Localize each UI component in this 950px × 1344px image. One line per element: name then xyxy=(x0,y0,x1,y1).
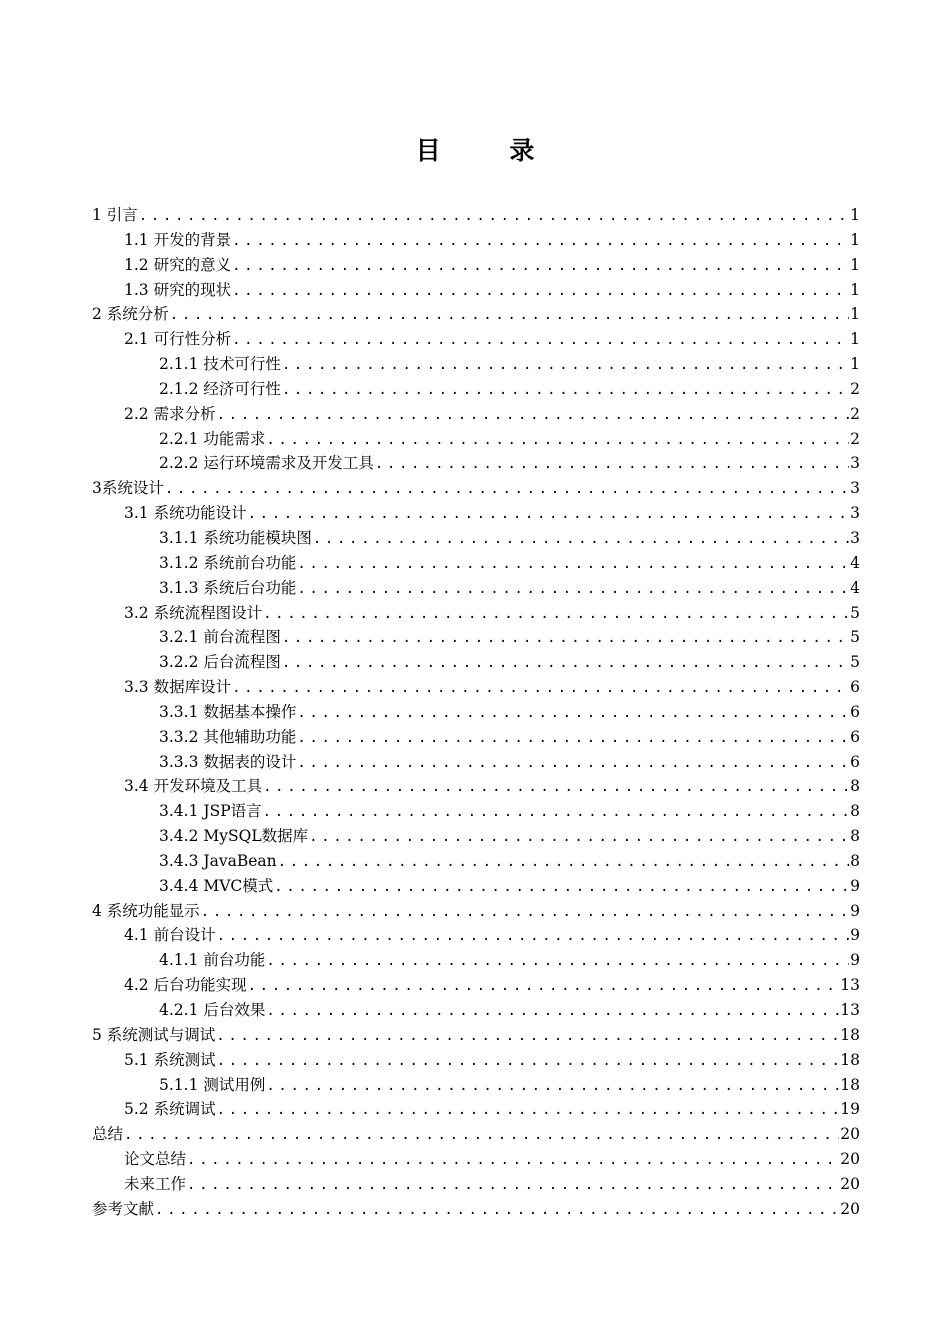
toc-entry-title: 1.3 研究的现状 xyxy=(124,280,232,299)
toc-entry-page-number: 5 xyxy=(850,603,860,622)
toc-entry-page-number: 1 xyxy=(850,355,860,374)
toc-entry[interactable] xyxy=(92,476,860,501)
toc-entry-page-number: 8 xyxy=(850,827,860,846)
toc-dot-leader xyxy=(232,254,849,278)
toc-entry-title: 2 系统分析 xyxy=(92,305,169,324)
toc-dot-leader xyxy=(248,502,850,526)
toc-entry[interactable] xyxy=(92,874,860,899)
toc-dot-leader xyxy=(216,1024,839,1048)
toc-entry-page-number: 5 xyxy=(850,653,860,672)
toc-dot-leader xyxy=(232,676,849,700)
toc-entry-title: 3.3 数据库设计 xyxy=(124,678,232,697)
toc-dot-leader xyxy=(217,1098,840,1122)
toc-entry-title: 2.2.1 功能需求 xyxy=(159,429,266,448)
toc-entry-title: 3.3.3 数据表的设计 xyxy=(159,752,297,771)
toc-entry-page-number: 9 xyxy=(850,951,860,970)
toc-dot-leader xyxy=(266,949,849,973)
toc-entry[interactable] xyxy=(92,1097,860,1122)
toc-entry[interactable] xyxy=(92,526,860,551)
toc-dot-leader xyxy=(309,825,849,849)
toc-entry-title: 1.2 研究的意义 xyxy=(124,255,232,274)
toc-list xyxy=(92,203,860,1222)
toc-entry-title: 3.4.3 JavaBean xyxy=(159,851,277,870)
toc-entry-title: 3.4 开发环境及工具 xyxy=(124,777,263,796)
toc-entry[interactable] xyxy=(92,998,860,1023)
toc-entry-page-number: 20 xyxy=(840,1174,860,1193)
toc-entry-page-number: 1 xyxy=(850,305,860,324)
toc-dot-leader xyxy=(266,1074,839,1098)
toc-entry-page-number: 18 xyxy=(840,1075,860,1094)
toc-entry-title: 2.2.2 运行环境需求及开发工具 xyxy=(159,454,374,473)
toc-entry-title: 3.2.2 后台流程图 xyxy=(159,653,281,672)
toc-entry[interactable] xyxy=(92,799,860,824)
toc-entry[interactable] xyxy=(92,1197,860,1222)
toc-entry-title: 5.2 系统调试 xyxy=(124,1100,216,1119)
toc-entry-title: 3.1.1 系统功能模块图 xyxy=(159,528,312,547)
toc-entry[interactable] xyxy=(92,675,860,700)
toc-entry[interactable] xyxy=(92,1073,860,1098)
toc-entry[interactable] xyxy=(92,302,860,327)
toc-dot-leader xyxy=(297,552,849,576)
toc-entry-title: 2.1.2 经济可行性 xyxy=(159,379,281,398)
toc-dot-leader xyxy=(139,204,849,228)
toc-entry[interactable] xyxy=(92,824,860,849)
toc-entry[interactable] xyxy=(92,551,860,576)
toc-dot-leader xyxy=(297,751,849,775)
toc-dot-leader xyxy=(248,974,840,998)
toc-entry[interactable] xyxy=(92,203,860,228)
toc-entry-page-number: 8 xyxy=(850,802,860,821)
toc-entry-title: 总结 xyxy=(92,1125,124,1144)
toc-dot-leader xyxy=(232,279,849,303)
toc-dot-leader xyxy=(263,602,849,626)
toc-entry-title: 4.2.1 后台效果 xyxy=(159,1001,266,1019)
toc-entry-page-number: 20 xyxy=(840,1150,860,1169)
toc-entry[interactable] xyxy=(92,973,860,998)
toc-dot-leader xyxy=(313,527,849,551)
toc-dot-leader xyxy=(278,850,850,874)
toc-entry-title: 3.2 系统流程图设计 xyxy=(124,603,263,622)
toc-entry[interactable] xyxy=(92,923,860,948)
toc-entry-page-number: 6 xyxy=(850,727,860,746)
toc-dot-leader xyxy=(297,701,849,725)
toc-entry-title: 2.1.1 技术可行性 xyxy=(159,355,281,374)
toc-entry-page-number: 1 xyxy=(850,230,860,249)
toc-entry-page-number: 9 xyxy=(850,901,860,920)
toc-entry-title: 3.1 系统功能设计 xyxy=(124,504,247,523)
toc-entry-page-number: 8 xyxy=(850,777,860,796)
toc-entry-title: 论文总结 xyxy=(124,1150,187,1169)
toc-entry[interactable] xyxy=(92,899,860,924)
toc-entry[interactable] xyxy=(92,700,860,725)
toc-entry-page-number: 4 xyxy=(850,553,860,572)
toc-entry-page-number: 3 xyxy=(850,479,860,498)
toc-entry[interactable] xyxy=(92,650,860,675)
toc-entry-title: 4 系统功能显示 xyxy=(92,901,200,920)
toc-entry-page-number: 1 xyxy=(850,280,860,299)
toc-entry-page-number: 2 xyxy=(850,429,860,448)
toc-entry-title: 4.1 前台设计 xyxy=(124,926,216,945)
toc-entry-page-number: 20 xyxy=(840,1125,860,1144)
toc-dot-leader xyxy=(297,577,849,601)
toc-entry[interactable] xyxy=(92,402,860,427)
toc-entry[interactable] xyxy=(92,501,860,526)
toc-entry-page-number: 2 xyxy=(850,379,860,398)
toc-entry[interactable] xyxy=(92,451,860,476)
toc-dot-leader xyxy=(124,1123,839,1147)
toc-entry-title: 4.2 后台功能实现 xyxy=(124,976,247,995)
toc-entry-page-number: 3 xyxy=(850,528,860,547)
toc-entry-title: 未来工作 xyxy=(124,1174,187,1193)
toc-entry-page-number: 8 xyxy=(850,851,860,870)
toc-dot-leader xyxy=(274,875,849,899)
toc-dot-leader xyxy=(263,800,849,824)
toc-entry-page-number: 1 xyxy=(850,330,860,349)
toc-entry[interactable] xyxy=(92,1122,860,1147)
toc-dot-leader xyxy=(187,1148,839,1172)
toc-entry-page-number: 18 xyxy=(840,1050,860,1069)
toc-entry-page-number: 9 xyxy=(850,926,860,945)
toc-entry-page-number: 6 xyxy=(850,752,860,771)
toc-dot-leader xyxy=(282,353,849,377)
toc-entry[interactable] xyxy=(92,1048,860,1073)
toc-entry-page-number: 6 xyxy=(850,702,860,721)
toc-entry-title: 3.4.1 JSP语言 xyxy=(159,802,262,821)
toc-dot-leader xyxy=(282,626,849,650)
toc-dot-leader xyxy=(217,924,850,948)
toc-entry-title: 5.1.1 测试用例 xyxy=(159,1075,266,1094)
toc-dot-leader xyxy=(165,477,849,501)
toc-dot-leader xyxy=(170,303,849,327)
toc-entry-title: 2.1 可行性分析 xyxy=(124,330,232,349)
toc-entry[interactable] xyxy=(92,1147,860,1172)
toc-dot-leader xyxy=(217,403,850,427)
toc-entry-title: 参考文献 xyxy=(92,1199,155,1218)
toc-entry-title: 3系统设计 xyxy=(92,479,164,498)
toc-entry[interactable] xyxy=(92,625,860,650)
toc-entry-title: 3.2.1 前台流程图 xyxy=(159,628,281,647)
toc-dot-leader xyxy=(217,1049,840,1073)
toc-entry-title: 3.3.1 数据基本操作 xyxy=(159,702,297,721)
toc-entry[interactable] xyxy=(92,377,860,402)
toc-entry[interactable] xyxy=(92,601,860,626)
toc-entry-page-number: 2 xyxy=(850,404,860,423)
toc-entry-title: 3.1.2 系统前台功能 xyxy=(159,553,297,572)
toc-entry-page-number: 19 xyxy=(840,1100,860,1119)
toc-entry[interactable] xyxy=(92,725,860,750)
toc-entry[interactable] xyxy=(92,1172,860,1197)
toc-dot-leader xyxy=(201,900,849,924)
toc-entry[interactable] xyxy=(92,849,860,874)
toc-entry-page-number: 9 xyxy=(850,876,860,895)
toc-entry[interactable] xyxy=(92,774,860,799)
toc-dot-leader xyxy=(266,999,839,1023)
toc-dot-leader xyxy=(297,726,849,750)
toc-entry-title: 3.1.3 系统后台功能 xyxy=(159,578,297,597)
toc-entry-page-number: 13 xyxy=(840,1001,860,1019)
toc-dot-leader xyxy=(187,1173,839,1197)
toc-entry-title: 3.3.2 其他辅助功能 xyxy=(159,727,297,746)
toc-entry-page-number: 1 xyxy=(850,255,860,274)
toc-entry-title: 3.4.2 MySQL数据库 xyxy=(159,827,309,846)
toc-entry[interactable] xyxy=(92,253,860,278)
toc-entry[interactable] xyxy=(92,576,860,601)
toc-dot-leader xyxy=(375,452,849,476)
toc-dot-leader xyxy=(282,378,849,402)
toc-entry-title: 5 系统测试与调试 xyxy=(92,1025,216,1044)
toc-entry-page-number: 1 xyxy=(850,206,860,224)
toc-entry-title: 1 引言 xyxy=(92,206,138,224)
toc-entry-page-number: 5 xyxy=(850,628,860,647)
toc-entry-title: 1.1 开发的背景 xyxy=(124,230,232,249)
toc-entry[interactable] xyxy=(92,352,860,377)
toc-entry[interactable] xyxy=(92,1023,860,1048)
toc-entry[interactable] xyxy=(92,948,860,973)
toc-entry[interactable] xyxy=(92,750,860,775)
toc-entry-title: 2.2 需求分析 xyxy=(124,404,216,423)
toc-entry-title: 5.1 系统测试 xyxy=(124,1050,216,1069)
toc-entry-page-number: 6 xyxy=(850,678,860,697)
toc-entry[interactable] xyxy=(92,228,860,253)
toc-entry-page-number: 18 xyxy=(840,1025,860,1044)
toc-dot-leader xyxy=(263,775,849,799)
toc-entry-page-number: 20 xyxy=(840,1199,860,1218)
toc-dot-leader xyxy=(282,651,849,675)
toc-dot-leader xyxy=(232,328,849,352)
toc-dot-leader xyxy=(155,1198,839,1222)
toc-entry[interactable] xyxy=(92,278,860,303)
toc-dot-leader xyxy=(266,428,849,452)
toc-entry-title: 3.4.4 MVC模式 xyxy=(159,876,274,895)
toc-entry[interactable] xyxy=(92,427,860,452)
toc-entry-page-number: 3 xyxy=(850,454,860,473)
toc-entry-page-number: 3 xyxy=(850,504,860,523)
toc-dot-leader xyxy=(232,229,849,253)
toc-entry[interactable] xyxy=(92,327,860,352)
toc-title: 目 录 xyxy=(415,136,565,165)
toc-entry-page-number: 4 xyxy=(850,578,860,597)
toc-entry-page-number: 13 xyxy=(840,976,860,995)
toc-entry-title: 4.1.1 前台功能 xyxy=(159,951,266,970)
